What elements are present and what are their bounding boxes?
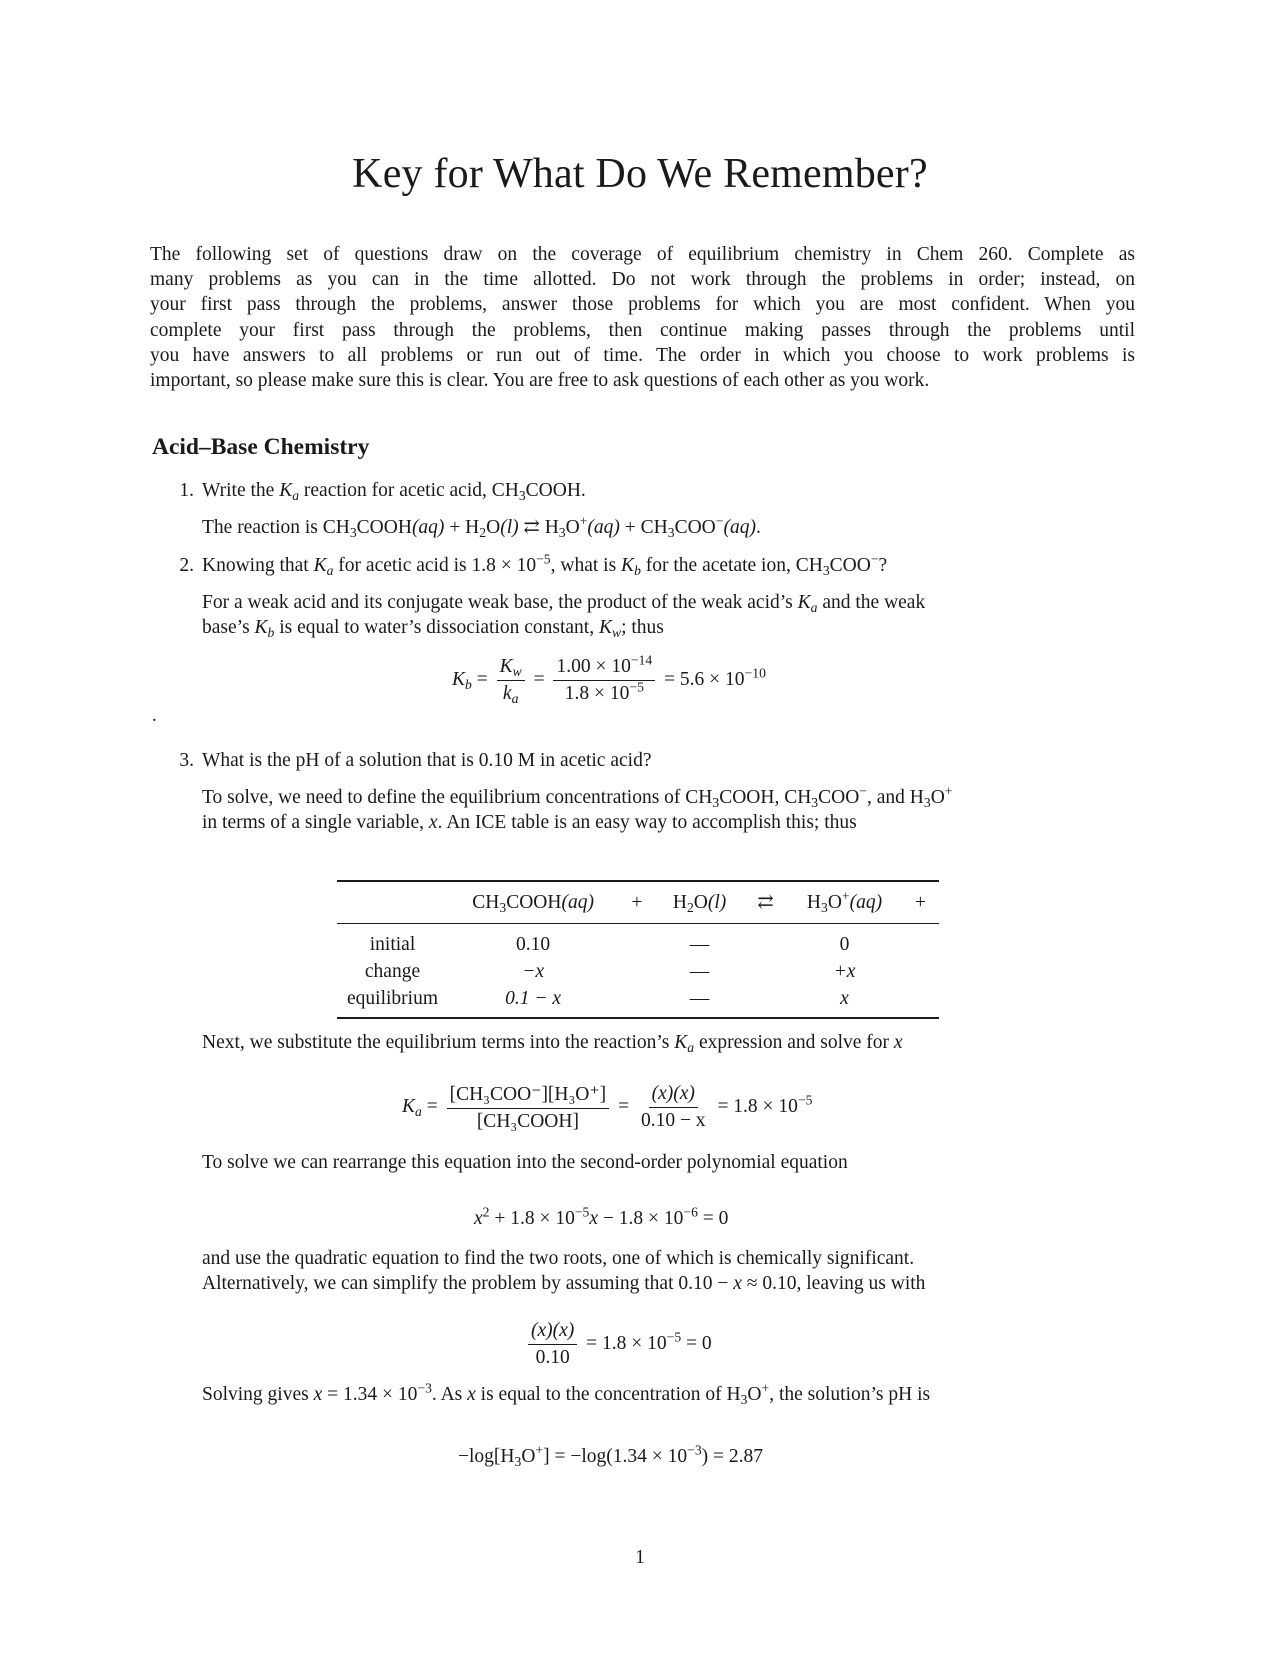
answer-2-line-1 [202, 590, 925, 615]
phase: (aq) [411, 517, 445, 538]
numerator: (x)(x) [528, 1320, 577, 1345]
result: ) = 2.87 [701, 1446, 764, 1467]
ka-expression: $K_a$ = $\frac{\text{[CH₃COO⁻][H₃O⁺]}}{\text{[CH₃COOH]}}$ = $\frac{(x)(x)}{0.10 - x}$ = $1.8 \times 10^{-5}$ [402, 1083, 813, 1132]
answer-text: O [565, 517, 580, 538]
answer-text: , and H [867, 787, 924, 808]
answer-text: COOH [356, 517, 412, 538]
intro-line: complete your first pass through the problems, then continue making passes through the problems until [150, 319, 1135, 341]
question-text: ? [878, 555, 888, 576]
page-title: Key for What Do We Remember? [352, 151, 928, 197]
row-label: initial [369, 934, 416, 955]
superscript: −10 [744, 665, 766, 681]
ph-equation [458, 1442, 764, 1470]
quadratic-text-line-2 [202, 1271, 925, 1296]
math-var: x [428, 812, 438, 833]
answer-text: ; thus [621, 617, 664, 638]
intro-line: your first pass through the problems, answer those problems for which you are most confident. When you [150, 294, 1135, 316]
answer-text: . [755, 517, 761, 538]
cell-value: −x [522, 961, 545, 982]
math-sub: a [810, 600, 818, 616]
answer-1 [202, 515, 761, 540]
math-sub: a [415, 1104, 422, 1120]
cell [787, 958, 901, 985]
numerator: (x)(x) [649, 1083, 698, 1108]
answer-text: and the weak [817, 592, 926, 613]
answer-text: ⇄ H [518, 517, 559, 538]
superscript: −5 [574, 1204, 590, 1220]
math-var: K [674, 1032, 688, 1053]
question-number: 1. [179, 480, 194, 501]
ice-table-container [337, 880, 939, 1019]
subscript: 3 [811, 795, 819, 811]
answer-text: base’s [202, 617, 255, 638]
superscript: −3 [687, 1442, 702, 1458]
numerator: [CH₃COO⁻][H₃O⁺] [447, 1082, 610, 1109]
math-var: K [797, 592, 811, 613]
superscript: − [870, 551, 879, 567]
math-var: K [452, 668, 466, 690]
superscript: −5 [797, 1092, 813, 1108]
math-var: x [474, 1208, 483, 1229]
quadratic-text-line-1: and use the quadratic equation to find the two roots, one of which is chemically significant. [202, 1248, 915, 1269]
superscript: + [535, 1442, 544, 1458]
header-cell: ⇄ [757, 892, 774, 913]
subscript: 3 [712, 795, 720, 811]
subscript: 3 [667, 525, 675, 541]
subscript: 2 [479, 525, 487, 541]
question-text: COO [829, 555, 871, 576]
result: = 5.6 × 10 [664, 668, 745, 690]
fraction [528, 1320, 577, 1369]
cell-value: +x [833, 961, 856, 982]
math-var: K [402, 1095, 416, 1117]
kb-equation: $K_b$ = $\frac{K_w}{k_a}$ = $\frac{1.00 \times 10^{-14}}{1.8 \times 10^{-5}}$ = $5.6 \times 10^{-10}$ [452, 652, 766, 707]
fraction [553, 652, 655, 705]
header-cell: $CH_3COOH(aq)$ [472, 892, 594, 916]
math-sub: a [511, 691, 519, 707]
answer-text: The reaction is CH [202, 517, 350, 538]
result: = 1.8 × 10 [717, 1095, 798, 1117]
answer-text: O [747, 1384, 762, 1405]
math-var: K [313, 555, 327, 576]
math-var: x [467, 1384, 476, 1405]
cell-value: x [840, 988, 849, 1009]
superscript: −3 [417, 1380, 432, 1396]
intro-line: you have answers to all problems or run out of time. The order in which you choose to work problems is [150, 344, 1135, 366]
subscript: 3 [558, 525, 566, 541]
result: = 0 [681, 1332, 712, 1354]
table-row [337, 924, 939, 959]
fraction [447, 1082, 610, 1133]
math-var: K [279, 480, 293, 501]
superscript: −5 [536, 551, 551, 567]
math-var: K [254, 617, 268, 638]
rearrange-text: To solve we can rearrange this equation into the second-order polynomial equation [202, 1152, 848, 1173]
fraction [638, 1083, 709, 1132]
cell: — [689, 988, 710, 1009]
answer-text: COO [818, 787, 860, 808]
superscript: + [579, 513, 588, 529]
question-number: 2. [179, 555, 194, 576]
subscript: 3 [923, 795, 931, 811]
answer-text: is equal to water’s dissociation constant, [274, 617, 599, 638]
cell [448, 958, 618, 985]
question-2 [166, 553, 887, 578]
page-number: 1 [635, 1547, 645, 1568]
phase: (aq) [587, 517, 620, 538]
question-text: What is the pH of a solution that is 0.10 M in acetic acid? [202, 750, 652, 771]
superscript: −6 [683, 1204, 698, 1220]
answer-text: , the solution’s pH is [769, 1384, 931, 1405]
fraction [497, 656, 525, 705]
solving-text [202, 1382, 930, 1407]
ice-table-header [337, 882, 939, 924]
polynomial-equation [474, 1204, 729, 1230]
subscript: 3 [740, 1392, 748, 1408]
answer-text: O [486, 517, 501, 538]
question-text: Write the [202, 480, 280, 501]
next-text [202, 1030, 903, 1055]
header-cell [337, 882, 448, 924]
denominator: [CH₃COOH] [476, 1111, 579, 1132]
table-row [337, 985, 939, 1017]
answer-2-line-2 [202, 615, 664, 640]
answer-text: . An ICE table is an easy way to accomplish this; thus [437, 812, 857, 833]
denominator: 0.10 [535, 1347, 570, 1368]
superscript: −5 [666, 1329, 682, 1345]
answer-text: in terms of a single variable, [202, 812, 429, 833]
intro-line: important, so please make sure this is clear. You are free to ask questions of each other as you work. [150, 370, 930, 392]
answer-text: + H [444, 517, 480, 538]
numerator: K [499, 656, 513, 677]
section-heading: Acid–Base Chemistry [152, 434, 370, 460]
answer-text: Solving gives [202, 1384, 314, 1405]
term: O [521, 1446, 536, 1467]
math-var: x [733, 1273, 742, 1294]
ice-table [337, 882, 939, 1017]
math-var: K [598, 617, 612, 638]
question-3 [166, 748, 651, 773]
row-label: change [364, 961, 421, 982]
answer-text: COO [674, 517, 716, 538]
answer-text: = 1.34 × 10 [322, 1384, 418, 1405]
math-var: x [589, 1208, 599, 1229]
superscript: −5 [629, 679, 644, 695]
answer-3-intro-line-2 [202, 810, 857, 835]
header-cell: $H_2O(l)$ [672, 892, 727, 916]
phase: (aq) [723, 517, 756, 538]
numerator: 1.00 × 10 [556, 656, 631, 677]
subscript: 3 [518, 488, 526, 504]
cell [448, 985, 618, 1017]
answer-text: . As [431, 1384, 468, 1405]
cell-value: 0.1 − x [505, 988, 562, 1009]
answer-text: Alternatively, we can simplify the problem by assuming that 0.10 − [202, 1273, 734, 1294]
answer-text: For a weak acid and its conjugate weak base, the product of the weak acid’s [202, 592, 798, 613]
intro-line: many problems as you can in the time allotted. Do not work through the problems in order; instead, on [150, 269, 1135, 291]
header-cell: + [631, 892, 643, 913]
question-text: Knowing that [202, 555, 314, 576]
math-sub: a [292, 488, 300, 504]
intro-line: The following set of questions draw on the coverage of equilibrium chemistry in Chem 260. Complete as [150, 244, 1135, 265]
question-1 [166, 478, 586, 503]
math-sub: a [687, 1040, 695, 1056]
superscript: −14 [630, 652, 653, 668]
subscript: 3 [514, 1454, 522, 1470]
question-text: for acetic acid is [333, 555, 472, 576]
question-text: COOH. [525, 480, 586, 501]
math-sub: w [611, 625, 622, 641]
intro-paragraph [150, 242, 1135, 393]
subscript: 3 [349, 525, 357, 541]
superscript: + [761, 1380, 770, 1396]
math-sub: a [326, 563, 334, 579]
denominator: 1.8 × 10 [564, 683, 630, 704]
math-sub: b [465, 677, 472, 693]
denominator: 0.10 − x [640, 1110, 706, 1131]
math-var: x [313, 1384, 323, 1405]
row-label: equilibrium [347, 988, 438, 1009]
table-row [337, 958, 939, 985]
cell [787, 985, 901, 1017]
ka-value: 1.8 × 10 [471, 555, 537, 576]
superscript: + [944, 783, 953, 799]
term: ] = −log(1.34 × 10 [543, 1446, 688, 1467]
result: = 1.8 × 10 [586, 1332, 667, 1354]
phase: (l) [500, 517, 519, 538]
cell: 0.10 [516, 934, 551, 955]
question-number: 3. [179, 750, 194, 771]
term: −log[H [458, 1446, 515, 1467]
answer-text: Next, we substitute the equilibrium terms into the reaction’s [202, 1032, 675, 1053]
answer-text: COOH, CH [719, 787, 812, 808]
cell: — [689, 961, 710, 982]
header-cell: $H_3O^+(aq)$ [806, 888, 883, 916]
question-text: , what is [550, 555, 622, 576]
math-var: K [621, 555, 635, 576]
superscript: − [859, 783, 867, 799]
answer-text: is equal to the concentration of H [475, 1384, 741, 1405]
answer-text: O [930, 787, 945, 808]
superscript: 2 [482, 1204, 490, 1220]
cell: — [689, 934, 710, 955]
answer-3-intro-line-1 [202, 785, 953, 810]
answer-text: expression and solve for [694, 1032, 894, 1053]
question-text: for the acetate ion, CH [640, 555, 823, 576]
simplified-equation [524, 1320, 712, 1369]
math-sub: b [634, 563, 641, 579]
subscript: 3 [822, 563, 830, 579]
math-sub: b [267, 625, 275, 641]
header-cell: + [914, 892, 926, 913]
answer-text: ≈ 0.10, leaving us with [741, 1273, 926, 1294]
question-text: reaction for acetic acid, CH [299, 480, 519, 501]
math-var: x [893, 1032, 903, 1053]
term: + 1.8 × 10 [489, 1208, 575, 1229]
math-sub: w [512, 664, 522, 680]
cell: 0 [839, 934, 850, 955]
denominator: k [502, 683, 512, 704]
answer-text: To solve, we need to define the equilibrium concentrations of CH [202, 787, 713, 808]
term: − 1.8 × 10 [598, 1208, 684, 1229]
term: = 0 [697, 1208, 729, 1229]
superscript: − [715, 513, 724, 529]
answer-text: + CH [619, 517, 668, 538]
stray-mark: . [152, 705, 157, 726]
